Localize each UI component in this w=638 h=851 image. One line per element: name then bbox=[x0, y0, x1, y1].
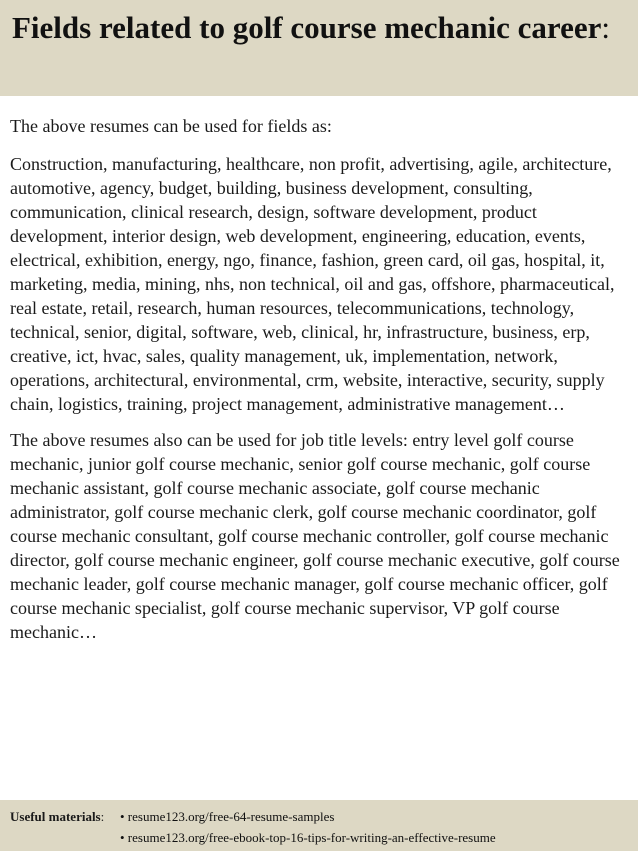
footer-link-text[interactable]: • resume123.org/free-ebook-top-16-tips-for-writing-an-effective-resume bbox=[120, 830, 496, 845]
job-levels-paragraph: The above resumes also can be used for job title levels: entry level golf course mechanic, junior golf course mechanic, senior golf course mechanic, golf course mechanic assistant, golf course mechanic associate, golf course mechanic administrator, golf course mechanic clerk, golf course mechanic coordinator, golf course mechanic consultant, golf course mechanic controller, golf course mechanic director, golf course mechanic engineer, golf course mechanic executive, golf course mechanic leader, golf course mechanic manager, golf course mechanic officer, golf course mechanic specialist, golf course mechanic supervisor, VP golf course mechanic… bbox=[10, 430, 620, 642]
footer-label-text: Useful materials bbox=[10, 809, 101, 824]
page-title-colon: : bbox=[601, 10, 611, 45]
footer-link-ebook-tips[interactable] bbox=[120, 827, 628, 848]
title-band bbox=[0, 0, 638, 96]
page-title bbox=[12, 10, 626, 46]
footer-links bbox=[120, 806, 628, 848]
footer-link-resume-samples[interactable] bbox=[120, 806, 628, 827]
intro-text: The above resumes can be used for fields as: bbox=[10, 116, 332, 136]
fields-paragraph: Construction, manufacturing, healthcare, non profit, advertising, agile, architecture, automotive, agency, budget, building, business development, consulting, communication, clinical research, design, software development, product development, interior design, web development, engineering, education, events, electrical, exhibition, energy, ngo, finance, fashion, green card, oil gas, hospital, it, marketing, media, mining, nhs, non technical, oil and gas, offshore, pharmaceutical, real estate, retail, research, human resources, telecommunications, technology, technical, senior, digital, software, web, clinical, hr, infrastructure, business, erp, creative, ict, hvac, sales, quality management, uk, implementation, network, operations, architectural, environmental, crm, website, interactive, security, supply chain, logistics, training, project management, administrative management… bbox=[10, 154, 615, 414]
footer-label bbox=[10, 806, 120, 827]
page-title-text: Fields related to golf course mechanic career bbox=[12, 10, 602, 45]
main-content bbox=[0, 96, 638, 644]
footer-label-colon: : bbox=[100, 809, 105, 824]
footer-band bbox=[0, 800, 638, 851]
footer-row bbox=[10, 806, 628, 848]
footer-link-text[interactable]: • resume123.org/free-64-resume-samples bbox=[120, 809, 335, 824]
